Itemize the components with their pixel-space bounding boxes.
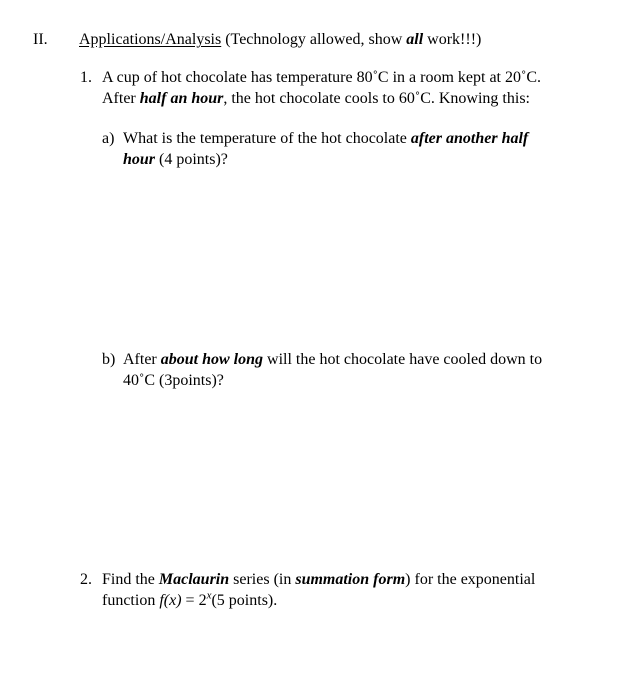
problem-2-line-1: [102, 569, 535, 590]
section-title: Applications/Analysis: [79, 31, 222, 48]
math-x-arg: (x): [163, 592, 182, 609]
problem-1-line-2-bold: half an hour: [139, 90, 224, 107]
part-b-line-2: 40˚C (3points)?: [123, 372, 224, 389]
problem-2-line-2: [102, 590, 277, 611]
section-subheading-post: work!!!): [423, 31, 482, 48]
part-b-line-1-bold: about how long: [160, 351, 264, 368]
math-equals-2: = 2: [181, 592, 207, 609]
part-a-line-2-bold: hour: [123, 151, 156, 168]
section-heading: [79, 29, 481, 50]
section-numeral: II.: [33, 31, 48, 48]
section-subheading-pre: (Technology allowed, show: [221, 31, 407, 48]
problem-2-line-1-mid: series (in: [229, 571, 296, 588]
part-b-line-1-post: will the hot chocolate have cooled down to: [263, 351, 543, 368]
part-a-line-1-pre: What is the temperature of the hot chocolate: [123, 130, 411, 147]
problem-2-line-1-post: ) for the exponential: [405, 571, 536, 588]
part-b-label: b): [102, 351, 116, 368]
part-a-line-2-post: (4 points)?: [155, 151, 228, 168]
problem-1-line-2-pre: After: [102, 90, 140, 107]
problem-1-line-1: A cup of hot chocolate has temperature 80˚C in a room kept at 20˚C.: [102, 69, 541, 86]
problem-1-line-2: [102, 88, 530, 109]
math-exponent-x: x: [206, 589, 212, 602]
problem-2-line-2-pre: function: [102, 592, 160, 609]
part-a-label: a): [102, 130, 115, 147]
part-a-line-1-bold: after another half: [410, 130, 529, 147]
part-b-line-1: [123, 349, 542, 370]
problem-2-number: 2.: [80, 571, 92, 588]
problem-2-summation-form: summation form: [295, 571, 406, 588]
problem-2-line-1-pre: Find the: [102, 571, 159, 588]
problem-1-line-2-post: , the hot chocolate cools to 60˚C. Knowing this:: [223, 90, 530, 107]
part-a-line-2: [123, 149, 228, 170]
problem-2-line-2-post: (5 points).: [211, 592, 278, 609]
section-subheading-bold: all: [406, 31, 424, 48]
part-a-line-1: [123, 128, 528, 149]
problem-1-number: 1.: [80, 69, 92, 86]
part-b-line-1-pre: After: [123, 351, 161, 368]
problem-2-maclaurin: Maclaurin: [158, 571, 230, 588]
math-f: f: [159, 592, 164, 609]
